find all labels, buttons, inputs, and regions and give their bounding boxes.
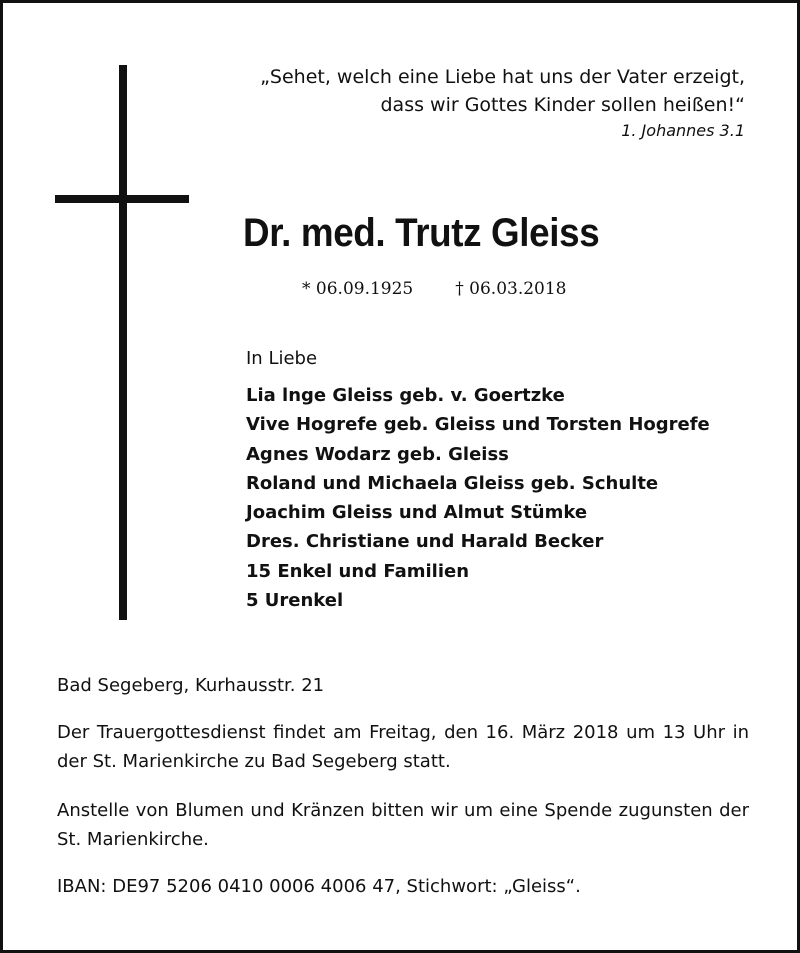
life-dates bbox=[302, 275, 567, 303]
quote-source: 1. Johannes 3.1 bbox=[621, 121, 745, 140]
cross-icon-crossbar bbox=[55, 195, 189, 203]
service-info: Der Trauergottesdienst findet am Freitag, den 16. März 2018 um 13 Uhr in der St. Marienkirche zu Bad Segeberg statt. bbox=[57, 722, 749, 772]
list-item: Roland und Michaela Gleiss geb. Schulte bbox=[246, 472, 659, 494]
address: Bad Segeberg, Kurhausstr. 21 bbox=[57, 675, 325, 696]
list-item: Dres. Christiane und Harald Becker bbox=[246, 531, 604, 553]
donation-info: Anstelle von Blumen und Kränzen bitten wir um eine Spende zugunsten der St. Marienkirche. bbox=[57, 800, 749, 850]
cross-icon bbox=[119, 65, 127, 620]
mourners-intro: In Liebe bbox=[246, 348, 318, 369]
deceased-name: Dr. med. Trutz Gleiss bbox=[243, 211, 600, 255]
list-item: Agnes Wodarz geb. Gleiss bbox=[246, 443, 509, 465]
list-item: Lia lnge Gleiss geb. v. Goertzke bbox=[246, 385, 565, 406]
death-date: † 06.03.2018 bbox=[455, 279, 567, 299]
list-item: Vive Hogrefe geb. Gleiss und Torsten Hogrefe bbox=[246, 414, 710, 436]
bible-quote bbox=[260, 63, 745, 143]
mourners-list bbox=[246, 381, 710, 615]
bank-details: IBAN: DE97 5206 0410 0006 4006 47, Stichwort: „Gleiss“. bbox=[57, 876, 581, 897]
list-item: Joachim Gleiss und Almut Stümke bbox=[246, 502, 588, 524]
quote-line-1: „Sehet, welch eine Liebe hat uns der Vater erzeigt, bbox=[260, 66, 745, 88]
quote-line-2: dass wir Gottes Kinder sollen heißen!“ bbox=[380, 94, 745, 116]
birth-date: * 06.09.1925 bbox=[302, 279, 414, 299]
list-item: 5 Urenkel bbox=[246, 590, 344, 612]
list-item: 15 Enkel und Familien bbox=[246, 560, 470, 582]
